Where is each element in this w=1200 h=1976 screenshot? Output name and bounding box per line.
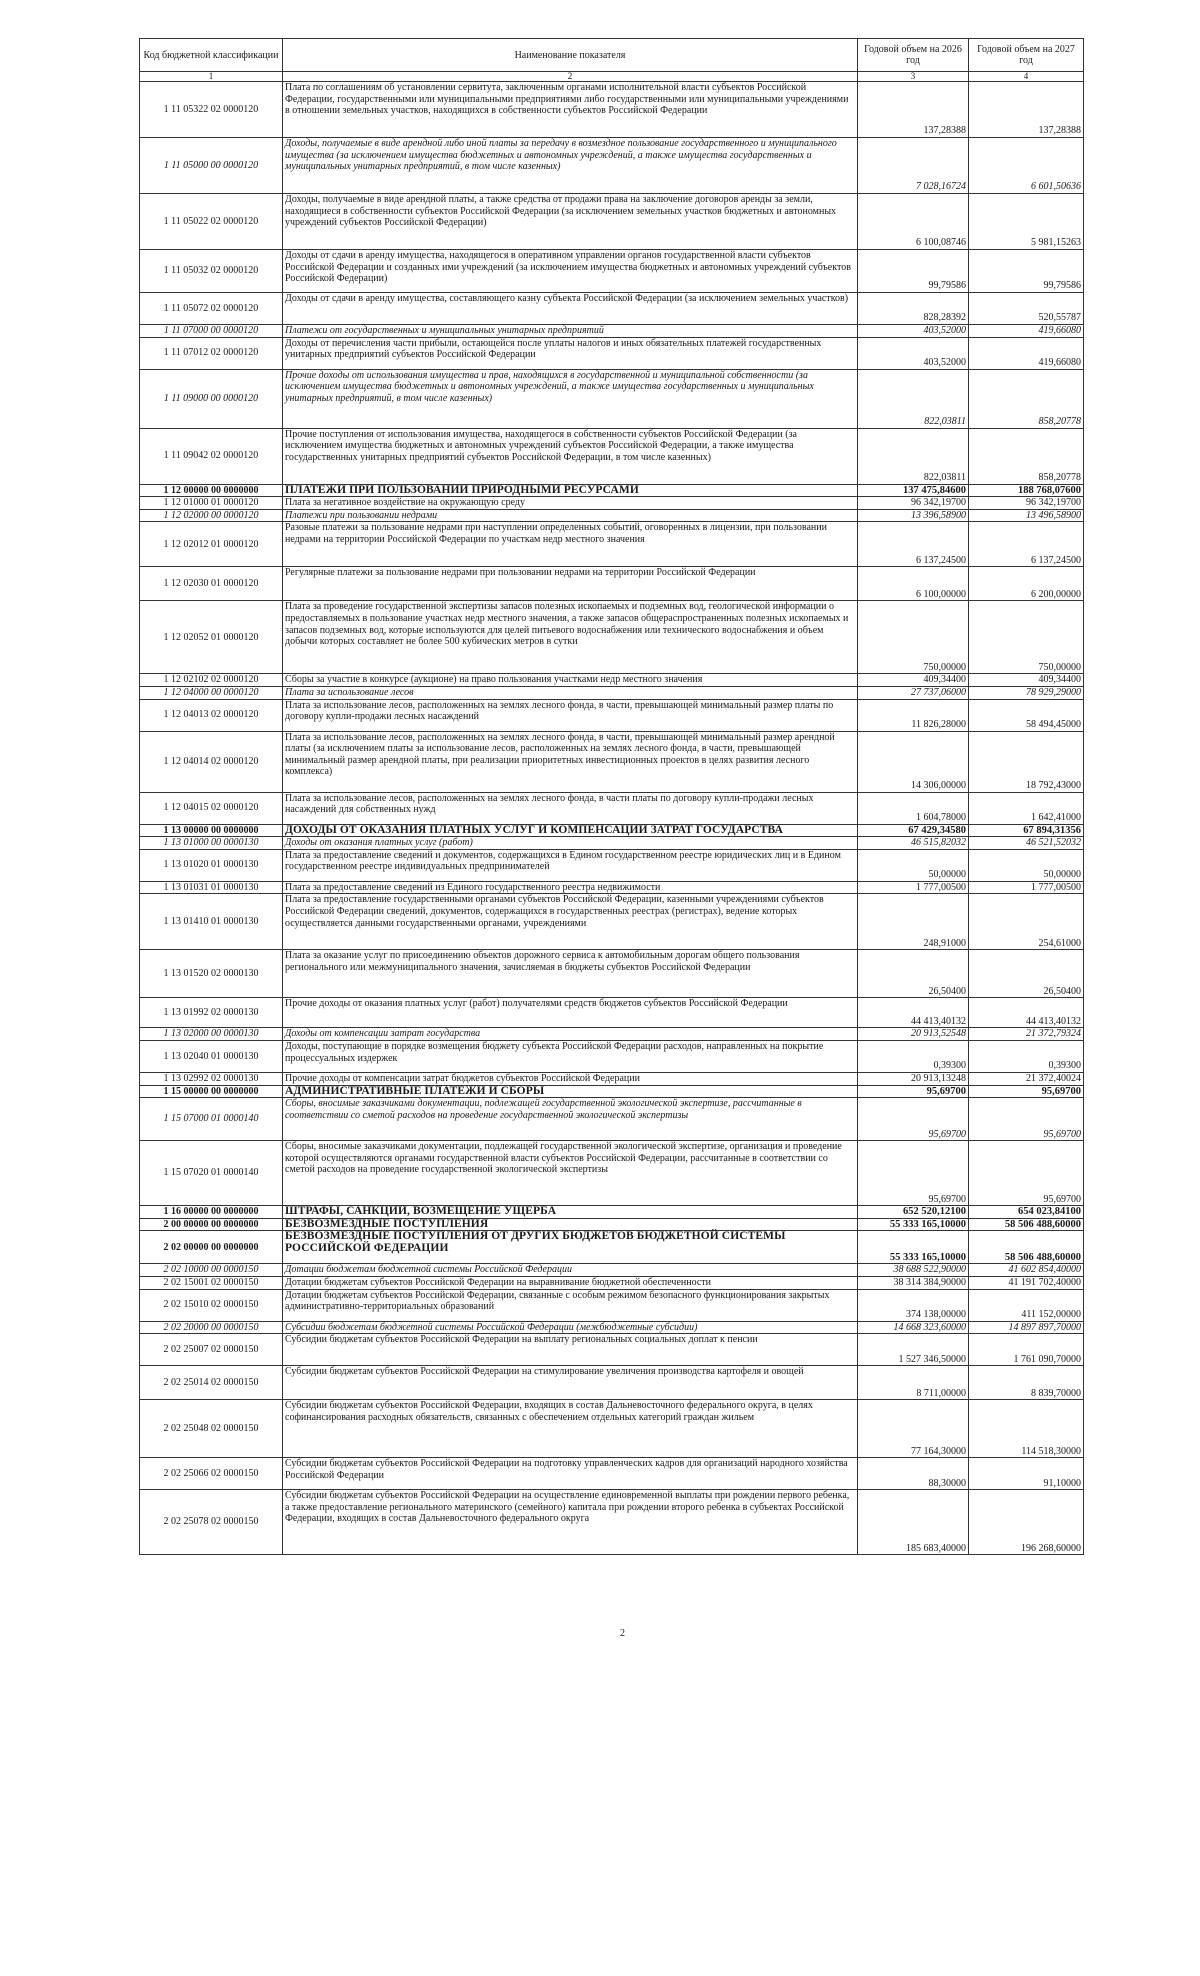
- value-2026-cell: 38 688 522,90000: [858, 1264, 969, 1277]
- value-2026-cell: 11 826,28000: [858, 699, 969, 731]
- table-row: [140, 1072, 1084, 1085]
- value-2026-cell: 46 515,82032: [858, 837, 969, 850]
- budget-code-cell: 1 12 04014 02 0000120: [140, 731, 283, 792]
- value-2027-cell: 6 601,50636: [969, 138, 1084, 194]
- budget-code-cell: 1 13 02040 01 0000130: [140, 1040, 283, 1072]
- table-row: [140, 792, 1084, 824]
- column-number-4: 4: [969, 72, 1084, 82]
- budget-code-cell: 1 11 05000 00 0000120: [140, 138, 283, 194]
- value-2027-cell: 6 137,24500: [969, 522, 1084, 567]
- value-2026-cell: 14 306,00000: [858, 731, 969, 792]
- indicator-name-cell: Плата за предоставление сведений и документов, содержащихся в Едином государственном реестре юридических лиц и в Едином государственном реестре индивидуальных предпринимателей: [283, 849, 858, 881]
- table-row: [140, 998, 1084, 1028]
- table-row: [140, 82, 1084, 138]
- value-2027-cell: 5 981,15263: [969, 194, 1084, 250]
- value-2026-cell: 137,28388: [858, 82, 969, 138]
- indicator-name-cell: Доходы, поступающие в порядке возмещения бюджету субъекта Российской Федерации расходов, направленных на покрытие процессуальных издержек: [283, 1040, 858, 1072]
- indicator-name-cell: Доходы от компенсации затрат государства: [283, 1028, 858, 1041]
- table-row: [140, 824, 1084, 837]
- value-2026-cell: 185 683,40000: [858, 1490, 969, 1555]
- table-row: [140, 484, 1084, 497]
- table-row: [140, 250, 1084, 293]
- value-2027-cell: 58 506 488,60000: [969, 1231, 1084, 1264]
- indicator-name-cell: Субсидии бюджетам субъектов Российской Федерации на выплату региональных социальных доплат к пенсии: [283, 1334, 858, 1366]
- value-2026-cell: 95,69700: [858, 1085, 969, 1098]
- table-row: [140, 950, 1084, 998]
- indicator-name-cell: Прочие доходы от использования имущества и прав, находящихся в государственной и муниципальной собственности (за исключением имущества бюджетных и автономных учреждений, а также имущества государственных и муниципальных унитарных предприятий, в том числе казенных): [283, 369, 858, 428]
- header-2027: Годовой объем на 2027 год: [969, 39, 1084, 72]
- value-2026-cell: 77 164,30000: [858, 1400, 969, 1458]
- indicator-name-cell: Плата за оказание услуг по присоединению объектов дорожного сервиса к автомобильным дорогам общего пользования регионального или межмуниципального значения, зачисляемая в бюджеты субъектов Российской Федерации: [283, 950, 858, 998]
- budget-code-cell: 2 02 25007 02 0000150: [140, 1334, 283, 1366]
- indicator-name-cell: Плата за проведение государственной экспертизы запасов полезных ископаемых и подземных вод, геологической информации о предоставляемых в пользование участках недр местного значения, а также запасов общераспространенных полезных ископаемых и запасов подземных вод, которые используются для целей питьевого водоснабжения или технического водоснабжения и объем добычи которых составляет не более 500 кубических метров в сутки: [283, 601, 858, 674]
- table-row: [140, 1141, 1084, 1206]
- indicator-name-cell: Плата по соглашениям об установлении сервитута, заключенным органами исполнительной власти субъектов Российской Федерации, государственными или муниципальными предприятиями либо государственными или муниципальными учреждениями в отношении земельных участков, находящихся в собственности субъектов Российской Федерации: [283, 82, 858, 138]
- value-2026-cell: 6 100,00000: [858, 567, 969, 601]
- indicator-name-cell: Сборы, вносимые заказчиками документации, подлежащей государственной экологической экспертизе, организация и проведение которой осуществляются органами государственной власти субъектов Российской Федерации, рассчитанные в соответствии со сметой расходов на проведение государственной экологической экспертизы: [283, 1141, 858, 1206]
- indicator-name-cell: ДОХОДЫ ОТ ОКАЗАНИЯ ПЛАТНЫХ УСЛУГ И КОМПЕНСАЦИИ ЗАТРАТ ГОСУДАРСТВА: [283, 824, 858, 837]
- budget-code-cell: 2 02 25048 02 0000150: [140, 1400, 283, 1458]
- value-2026-cell: 20 913,13248: [858, 1072, 969, 1085]
- budget-code-cell: 1 13 01520 02 0000130: [140, 950, 283, 998]
- value-2026-cell: 55 333 165,10000: [858, 1231, 969, 1264]
- budget-code-cell: 1 13 01410 01 0000130: [140, 894, 283, 950]
- table-row: [140, 1276, 1084, 1289]
- budget-code-cell: 2 00 00000 00 0000000: [140, 1218, 283, 1231]
- indicator-name-cell: Субсидии бюджетам бюджетной системы Российской Федерации (межбюджетные субсидии): [283, 1321, 858, 1334]
- table-row: [140, 1231, 1084, 1264]
- value-2026-cell: 403,52000: [858, 325, 969, 338]
- table-row: [140, 293, 1084, 325]
- value-2027-cell: 1 777,00500: [969, 881, 1084, 894]
- value-2027-cell: 41 602 854,40000: [969, 1264, 1084, 1277]
- table-row: [140, 1366, 1084, 1400]
- budget-code-cell: 1 13 00000 00 0000000: [140, 824, 283, 837]
- budget-code-cell: 1 15 07020 01 0000140: [140, 1141, 283, 1206]
- value-2026-cell: 6 100,08746: [858, 194, 969, 250]
- indicator-name-cell: Прочие поступления от использования имущества, находящегося в собственности субъектов Российской Федерации (за исключением имущества бюджетных и автономных учреждений субъектов Российской Федерации, а также имущества государственных унитарных предприятий субъектов Российской Федерации, в том числе казенных): [283, 428, 858, 484]
- value-2027-cell: 95,69700: [969, 1098, 1084, 1141]
- value-2027-cell: 137,28388: [969, 82, 1084, 138]
- indicator-name-cell: Дотации бюджетам бюджетной системы Российской Федерации: [283, 1264, 858, 1277]
- value-2026-cell: 1 604,78000: [858, 792, 969, 824]
- table-row: [140, 1098, 1084, 1141]
- value-2027-cell: 858,20778: [969, 369, 1084, 428]
- table-row: [140, 509, 1084, 522]
- value-2026-cell: 8 711,00000: [858, 1366, 969, 1400]
- budget-code-cell: 1 11 09000 00 0000120: [140, 369, 283, 428]
- table-row: [140, 337, 1084, 369]
- value-2026-cell: 822,03811: [858, 428, 969, 484]
- budget-code-cell: 1 11 07012 02 0000120: [140, 337, 283, 369]
- table-row: [140, 1458, 1084, 1490]
- table-row: [140, 849, 1084, 881]
- indicator-name-cell: Субсидии бюджетам субъектов Российской Федерации на подготовку управленческих кадров для организаций народного хозяйства Российской Федерации: [283, 1458, 858, 1490]
- budget-code-cell: 1 13 02992 02 0000130: [140, 1072, 283, 1085]
- indicator-name-cell: Разовые платежи за пользование недрами при наступлении определенных событий, оговоренных в лицензии, при пользовании недрами на территории Российской Федерации по участкам недр местного значения: [283, 522, 858, 567]
- budget-code-cell: 2 02 25066 02 0000150: [140, 1458, 283, 1490]
- value-2026-cell: 44 413,40132: [858, 998, 969, 1028]
- indicator-name-cell: Прочие доходы от компенсации затрат бюджетов субъектов Российской Федерации: [283, 1072, 858, 1085]
- budget-code-cell: 1 15 07000 01 0000140: [140, 1098, 283, 1141]
- value-2027-cell: 99,79586: [969, 250, 1084, 293]
- budget-code-cell: 2 02 15010 02 0000150: [140, 1289, 283, 1321]
- indicator-name-cell: Платежи от государственных и муниципальных унитарных предприятий: [283, 325, 858, 338]
- budget-code-cell: 2 02 25014 02 0000150: [140, 1366, 283, 1400]
- indicator-name-cell: Сборы за участие в конкурсе (аукционе) на право пользования участками недр местного значения: [283, 674, 858, 687]
- indicator-name-cell: Доходы от сдачи в аренду имущества, составляющего казну субъекта Российской Федерации (за исключением земельных участков): [283, 293, 858, 325]
- value-2027-cell: 411 152,00000: [969, 1289, 1084, 1321]
- column-number-2: 2: [283, 72, 858, 82]
- table-row: [140, 699, 1084, 731]
- value-2026-cell: 27 737,06000: [858, 686, 969, 699]
- indicator-name-cell: Платежи при пользовании недрами: [283, 509, 858, 522]
- value-2026-cell: 822,03811: [858, 369, 969, 428]
- table-row: [140, 894, 1084, 950]
- indicator-name-cell: БЕЗВОЗМЕЗДНЫЕ ПОСТУПЛЕНИЯ: [283, 1218, 858, 1231]
- indicator-name-cell: Дотации бюджетам субъектов Российской Федерации на выравнивание бюджетной обеспеченности: [283, 1276, 858, 1289]
- value-2027-cell: 58 506 488,60000: [969, 1218, 1084, 1231]
- budget-code-cell: 1 12 00000 00 0000000: [140, 484, 283, 497]
- value-2027-cell: 114 518,30000: [969, 1400, 1084, 1458]
- indicator-name-cell: Плата за использование лесов: [283, 686, 858, 699]
- value-2026-cell: 55 333 165,10000: [858, 1218, 969, 1231]
- value-2027-cell: 67 894,31356: [969, 824, 1084, 837]
- value-2027-cell: 21 372,40024: [969, 1072, 1084, 1085]
- value-2027-cell: 46 521,52032: [969, 837, 1084, 850]
- budget-code-cell: 2 02 25078 02 0000150: [140, 1490, 283, 1555]
- budget-code-cell: 1 11 05072 02 0000120: [140, 293, 283, 325]
- value-2026-cell: 1 527 346,50000: [858, 1334, 969, 1366]
- value-2026-cell: 26,50400: [858, 950, 969, 998]
- value-2026-cell: 20 913,52548: [858, 1028, 969, 1041]
- indicator-name-cell: Доходы от перечисления части прибыли, остающейся после уплаты налогов и иных обязательных платежей государственных унитарных предприятий субъектов Российской Федерации: [283, 337, 858, 369]
- value-2026-cell: 137 475,84600: [858, 484, 969, 497]
- indicator-name-cell: Доходы от сдачи в аренду имущества, находящегося в оперативном управлении органов государственной власти субъектов Российской Федерации и созданных ими учреждений (за исключением имущества бюджетных и автономных учреждений субъектов Российской Федерации): [283, 250, 858, 293]
- value-2027-cell: 654 023,84100: [969, 1206, 1084, 1219]
- table-row: [140, 1028, 1084, 1041]
- value-2026-cell: 50,00000: [858, 849, 969, 881]
- table-row: [140, 325, 1084, 338]
- budget-code-cell: 2 02 20000 00 0000150: [140, 1321, 283, 1334]
- value-2026-cell: 652 520,12100: [858, 1206, 969, 1219]
- value-2027-cell: 18 792,43000: [969, 731, 1084, 792]
- table-row: [140, 522, 1084, 567]
- value-2027-cell: 0,39300: [969, 1040, 1084, 1072]
- indicator-name-cell: Регулярные платежи за пользование недрами при пользовании недрами на территории Российской Федерации: [283, 567, 858, 601]
- budget-code-cell: 1 13 01000 00 0000130: [140, 837, 283, 850]
- budget-code-cell: 1 11 07000 00 0000120: [140, 325, 283, 338]
- value-2026-cell: 409,34400: [858, 674, 969, 687]
- table-row: [140, 837, 1084, 850]
- value-2027-cell: 8 839,70000: [969, 1366, 1084, 1400]
- table-row: [140, 428, 1084, 484]
- budget-code-cell: 1 11 05032 02 0000120: [140, 250, 283, 293]
- table-row: [140, 601, 1084, 674]
- budget-code-cell: 1 11 09042 02 0000120: [140, 428, 283, 484]
- indicator-name-cell: БЕЗВОЗМЕЗДНЫЕ ПОСТУПЛЕНИЯ ОТ ДРУГИХ БЮДЖЕТОВ БЮДЖЕТНОЙ СИСТЕМЫ РОССИЙСКОЙ ФЕДЕРАЦИИ: [283, 1231, 858, 1264]
- table-row: [140, 194, 1084, 250]
- value-2026-cell: 828,28392: [858, 293, 969, 325]
- budget-code-cell: 2 02 15001 02 0000150: [140, 1276, 283, 1289]
- value-2027-cell: 13 496,58900: [969, 509, 1084, 522]
- budget-code-cell: 1 16 00000 00 0000000: [140, 1206, 283, 1219]
- table-row: [140, 138, 1084, 194]
- budget-code-cell: 1 13 01031 01 0000130: [140, 881, 283, 894]
- value-2026-cell: 374 138,00000: [858, 1289, 969, 1321]
- indicator-name-cell: Плата за использование лесов, расположенных на землях лесного фонда, в части, превышающей минимальный размер арендной платы (за исключением платы за использование лесов, расположенных на землях лесного фонда, в части, превышающей минимальный размер арендной платы, при реализации приоритетных инвестиционных проектов в целях развития лесного комплекса): [283, 731, 858, 792]
- indicator-name-cell: Субсидии бюджетам субъектов Российской Федерации на осуществление единовременной выплаты при рождении первого ребенка, а также предоставление регионального материнского (семейного) капитала при рождении второго ребенка в субъектах Российской Федерации, входящих в состав Дальневосточного федерального округа: [283, 1490, 858, 1555]
- value-2026-cell: 750,00000: [858, 601, 969, 674]
- value-2027-cell: 858,20778: [969, 428, 1084, 484]
- value-2027-cell: 78 929,29000: [969, 686, 1084, 699]
- header-2026: Годовой объем на 2026 год: [858, 39, 969, 72]
- value-2027-cell: 58 494,45000: [969, 699, 1084, 731]
- budget-code-cell: 1 15 00000 00 0000000: [140, 1085, 283, 1098]
- value-2026-cell: 403,52000: [858, 337, 969, 369]
- table-header-row: [140, 39, 1084, 72]
- value-2027-cell: 50,00000: [969, 849, 1084, 881]
- indicator-name-cell: Доходы, получаемые в виде арендной либо иной платы за передачу в возмездное пользование государственного и муниципального имущества (за исключением имущества бюджетных и автономных учреждений, а также имущества государственных и муниципальных унитарных предприятий, в том числе казенных): [283, 138, 858, 194]
- table-row: [140, 1289, 1084, 1321]
- budget-code-cell: 1 13 01020 01 0000130: [140, 849, 283, 881]
- value-2027-cell: 419,66080: [969, 325, 1084, 338]
- indicator-name-cell: Доходы от оказания платных услуг (работ): [283, 837, 858, 850]
- value-2026-cell: 99,79586: [858, 250, 969, 293]
- budget-code-cell: 1 12 02102 02 0000120: [140, 674, 283, 687]
- indicator-name-cell: Плата за предоставление сведений из Единого государственного реестра недвижимости: [283, 881, 858, 894]
- column-number-row: [140, 72, 1084, 82]
- table-row: [140, 1085, 1084, 1098]
- value-2026-cell: 95,69700: [858, 1141, 969, 1206]
- budget-code-cell: 1 11 05322 02 0000120: [140, 82, 283, 138]
- value-2027-cell: 6 200,00000: [969, 567, 1084, 601]
- table-row: [140, 1206, 1084, 1219]
- table-row: [140, 1218, 1084, 1231]
- value-2027-cell: 520,55787: [969, 293, 1084, 325]
- value-2026-cell: 6 137,24500: [858, 522, 969, 567]
- budget-code-cell: 1 12 01000 01 0000120: [140, 497, 283, 510]
- budget-code-cell: 1 11 05022 02 0000120: [140, 194, 283, 250]
- value-2027-cell: 188 768,07600: [969, 484, 1084, 497]
- value-2026-cell: 67 429,34580: [858, 824, 969, 837]
- indicator-name-cell: АДМИНИСТРАТИВНЫЕ ПЛАТЕЖИ И СБОРЫ: [283, 1085, 858, 1098]
- value-2027-cell: 419,66080: [969, 337, 1084, 369]
- indicator-name-cell: Плата за предоставление государственными органами субъектов Российской Федерации, казенными учреждениями субъектов Российской Федерации сведений, документов, содержащихся в государственных реестрах (регистрах), ведение которых осуществляется данными государственными органами, учреждениями: [283, 894, 858, 950]
- table-row: [140, 497, 1084, 510]
- budget-table-sheet: [139, 38, 1083, 1555]
- budget-code-cell: 1 13 02000 00 0000130: [140, 1028, 283, 1041]
- header-name: Наименование показателя: [283, 39, 858, 72]
- value-2027-cell: 95,69700: [969, 1085, 1084, 1098]
- budget-code-cell: 2 02 00000 00 0000000: [140, 1231, 283, 1264]
- value-2027-cell: 44 413,40132: [969, 998, 1084, 1028]
- value-2026-cell: 7 028,16724: [858, 138, 969, 194]
- value-2026-cell: 96 342,19700: [858, 497, 969, 510]
- value-2027-cell: 254,61000: [969, 894, 1084, 950]
- value-2027-cell: 14 897 897,70000: [969, 1321, 1084, 1334]
- value-2027-cell: 1 761 090,70000: [969, 1334, 1084, 1366]
- table-row: [140, 1321, 1084, 1334]
- table-row: [140, 1264, 1084, 1277]
- table-row: [140, 881, 1084, 894]
- value-2026-cell: 13 396,58900: [858, 509, 969, 522]
- indicator-name-cell: Плата за негативное воздействие на окружающую среду: [283, 497, 858, 510]
- value-2027-cell: 41 191 702,40000: [969, 1276, 1084, 1289]
- value-2026-cell: 0,39300: [858, 1040, 969, 1072]
- indicator-name-cell: Субсидии бюджетам субъектов Российской Федерации на стимулирование увеличения производства картофеля и овощей: [283, 1366, 858, 1400]
- value-2027-cell: 96 342,19700: [969, 497, 1084, 510]
- table-row: [140, 567, 1084, 601]
- table-row: [140, 1400, 1084, 1458]
- budget-code-cell: 1 13 01992 02 0000130: [140, 998, 283, 1028]
- budget-revenue-table: [139, 38, 1084, 1555]
- page-number: 2: [620, 1628, 625, 1639]
- value-2027-cell: 95,69700: [969, 1141, 1084, 1206]
- indicator-name-cell: Плата за использование лесов, расположенных на землях лесного фонда, в части, превышающей минимальный размер платы по договору купли-продажи лесных насаждений: [283, 699, 858, 731]
- indicator-name-cell: Прочие доходы от оказания платных услуг (работ) получателями средств бюджетов субъектов Российской Федерации: [283, 998, 858, 1028]
- table-row: [140, 369, 1084, 428]
- indicator-name-cell: Плата за использование лесов, расположенных на землях лесного фонда, в части платы по договору купли-продажи лесных насаждений для собственных нужд: [283, 792, 858, 824]
- indicator-name-cell: ПЛАТЕЖИ ПРИ ПОЛЬЗОВАНИИ ПРИРОДНЫМИ РЕСУРСАМИ: [283, 484, 858, 497]
- indicator-name-cell: Субсидии бюджетам субъектов Российской Федерации, входящих в состав Дальневосточного федерального округа, в целях софинансирования расходных обязательств, связанных с обеспечением отдельных категорий граждан жильем: [283, 1400, 858, 1458]
- table-row: [140, 1334, 1084, 1366]
- budget-code-cell: 1 12 02052 01 0000120: [140, 601, 283, 674]
- table-row: [140, 731, 1084, 792]
- table-body: [140, 82, 1084, 1555]
- value-2027-cell: 750,00000: [969, 601, 1084, 674]
- value-2027-cell: 196 268,60000: [969, 1490, 1084, 1555]
- value-2026-cell: 14 668 323,60000: [858, 1321, 969, 1334]
- value-2026-cell: 248,91000: [858, 894, 969, 950]
- budget-code-cell: 1 12 04013 02 0000120: [140, 699, 283, 731]
- value-2027-cell: 409,34400: [969, 674, 1084, 687]
- budget-code-cell: 1 12 02012 01 0000120: [140, 522, 283, 567]
- value-2026-cell: 88,30000: [858, 1458, 969, 1490]
- table-row: [140, 1040, 1084, 1072]
- table-row: [140, 1490, 1084, 1555]
- value-2026-cell: 1 777,00500: [858, 881, 969, 894]
- column-number-1: 1: [140, 72, 283, 82]
- value-2027-cell: 91,10000: [969, 1458, 1084, 1490]
- value-2027-cell: 21 372,79324: [969, 1028, 1084, 1041]
- budget-code-cell: 1 12 04000 00 0000120: [140, 686, 283, 699]
- budget-code-cell: 1 12 02030 01 0000120: [140, 567, 283, 601]
- table-row: [140, 674, 1084, 687]
- table-row: [140, 686, 1084, 699]
- indicator-name-cell: Дотации бюджетам субъектов Российской Федерации, связанные с особым режимом безопасного функционирования закрытых административно-территориальных образований: [283, 1289, 858, 1321]
- value-2026-cell: 95,69700: [858, 1098, 969, 1141]
- indicator-name-cell: ШТРАФЫ, САНКЦИИ, ВОЗМЕЩЕНИЕ УЩЕРБА: [283, 1206, 858, 1219]
- budget-code-cell: 1 12 04015 02 0000120: [140, 792, 283, 824]
- indicator-name-cell: Доходы, получаемые в виде арендной платы, а также средства от продажи права на заключение договоров аренды за земли, находящиеся в собственности субъектов Российской Федерации (за исключением земельных участков бюджетных и автономных учреждений субъектов Российской Федерации): [283, 194, 858, 250]
- column-number-3: 3: [858, 72, 969, 82]
- budget-code-cell: 2 02 10000 00 0000150: [140, 1264, 283, 1277]
- header-code: Код бюджетной классификации: [140, 39, 283, 72]
- budget-code-cell: 1 12 02000 00 0000120: [140, 509, 283, 522]
- value-2027-cell: 26,50400: [969, 950, 1084, 998]
- value-2027-cell: 1 642,41000: [969, 792, 1084, 824]
- indicator-name-cell: Сборы, вносимые заказчиками документации, подлежащей государственной экологической экспертизе, рассчитанные в соответствии со сметой расходов на проведение государственной экологической экспертизы: [283, 1098, 858, 1141]
- value-2026-cell: 38 314 384,90000: [858, 1276, 969, 1289]
